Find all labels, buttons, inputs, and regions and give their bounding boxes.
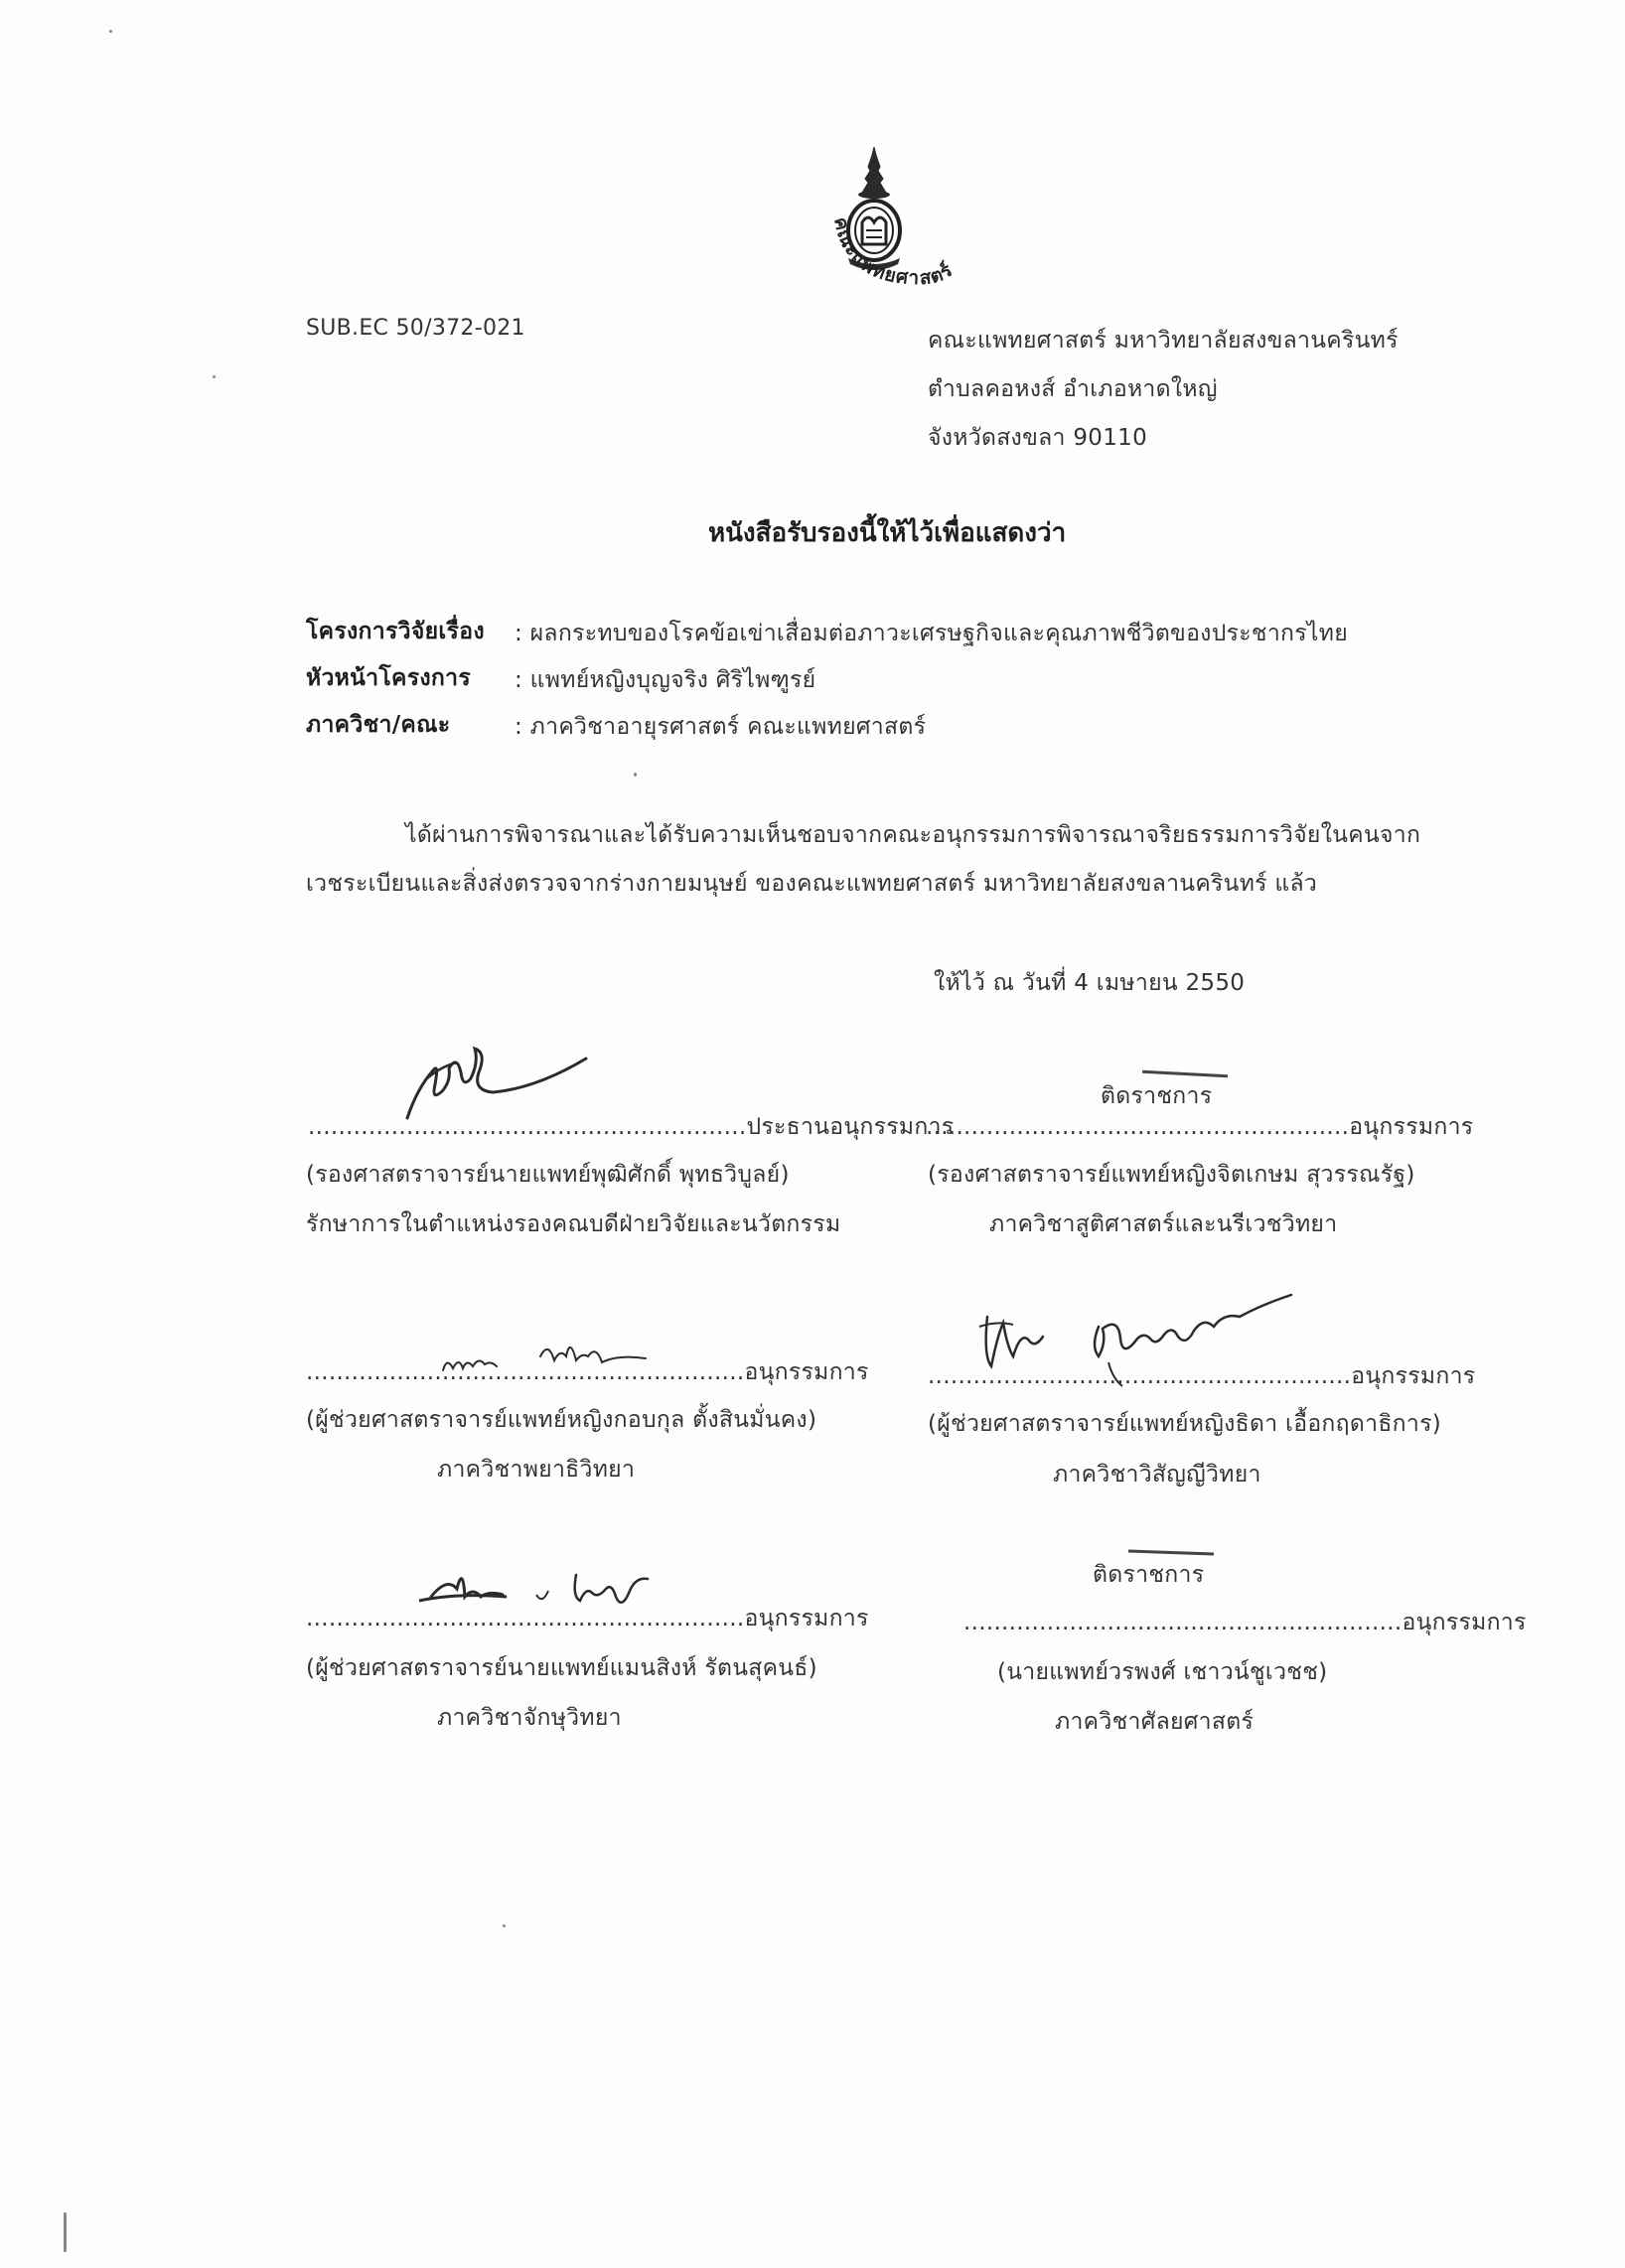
department-label: ภาควิชา/คณะ: [306, 712, 451, 738]
project-label: โครงการวิจัยเรื่อง: [306, 619, 485, 644]
signature-dots: ........................................................: [928, 1363, 1352, 1389]
signature-dots: ..........................................................: [308, 1114, 747, 1140]
document-title: หนังสือรับรองนี้ให้ไว้เพื่อแสดงว่า: [708, 518, 1067, 548]
signatory-4-role: อนุกรรมการ: [1351, 1363, 1476, 1389]
signatory-1-line: [308, 1109, 954, 1145]
absence-note-mark: [1142, 1070, 1228, 1077]
signatory-3-line: [306, 1354, 869, 1390]
signatory-2-position: ภาควิชาสูติศาสตร์และนรีเวชวิทยา: [989, 1211, 1338, 1237]
signature-dots: ..........................................................: [306, 1606, 745, 1631]
signatory-4-name: (ผู้ช่วยศาสตราจารย์แพทย์หญิงธิดา เอื้อกฤดาธิการ): [928, 1411, 1442, 1437]
signatory-5-role: อนุกรรมการ: [744, 1606, 869, 1631]
signatory-2-name: (รองศาสตราจารย์แพทย์หญิงจิตเกษม สุวรรณรัฐ): [928, 1162, 1415, 1188]
signature-dots: ..........................................................: [963, 1610, 1403, 1635]
scan-speck: [634, 773, 637, 777]
approval-text-line-2: เวชระเบียนและสิ่งส่งตรวจจากร่างกายมนุษย์ ของคณะแพทยศาสตร์ มหาวิทยาลัยสงขลานครินทร์ แล้ว: [306, 871, 1318, 897]
scan-speck: [213, 375, 216, 378]
project-leader-label: หัวหน้าโครงการ: [306, 665, 471, 691]
signatory-5-name: (ผู้ช่วยศาสตราจารย์นายแพทย์แมนสิงห์ รัตนสุคนธ์): [306, 1655, 817, 1681]
project-leader-name: : แพทย์หญิงบุญจริง ศิริไพฑูรย์: [515, 667, 816, 693]
scan-edge-mark: [64, 2212, 67, 2252]
signatory-2-role: อนุกรรมการ: [1349, 1114, 1474, 1140]
reference-number: SUB.EC 50/372-021: [306, 316, 525, 341]
absence-note-mark: [1128, 1550, 1214, 1556]
faculty-seal-icon: [828, 147, 969, 298]
signatory-6-absence-note: ติดราชการ: [1093, 1562, 1205, 1588]
signatory-2-absence-note: ติดราชการ: [1101, 1083, 1213, 1109]
signatory-6-role: อนุกรรมการ: [1402, 1610, 1527, 1635]
signatory-2-line: [926, 1109, 1473, 1145]
signatory-4-line: [928, 1358, 1475, 1394]
signature-dots: ........................................................: [926, 1114, 1350, 1140]
project-title: : ผลกระทบของโรคข้อเข่าเสื่อมต่อภาวะเศรษฐกิจและคุณภาพชีวิตของประชากรไทย: [515, 621, 1349, 646]
svg-text:คณะแพทยศาสตร์: คณะแพทยศาสตร์: [829, 214, 958, 290]
issue-date: ให้ไว้ ณ วันที่ 4 เมษายน 2550: [934, 970, 1246, 996]
signatory-6-name: (นายแพทย์วรพงศ์ เชาวน์ชูเวชช): [997, 1659, 1328, 1685]
department-name: : ภาควิชาอายุรศาสตร์ คณะแพทยศาสตร์: [515, 714, 927, 740]
scan-speck: [109, 30, 112, 33]
signatory-4-position: ภาควิชาวิสัญญีวิทยา: [1053, 1462, 1261, 1488]
signature-dots: ..........................................................: [306, 1359, 745, 1385]
signatory-5-line: [306, 1601, 869, 1636]
signatory-1-role: ประธานอนุกรรมการ: [746, 1114, 955, 1140]
scan-speck: [503, 1924, 506, 1927]
signatory-3-name: (ผู้ช่วยศาสตราจารย์แพทย์หญิงกอบกุล ตั้งสินมั่นคง): [306, 1407, 817, 1433]
signatory-6-line: [963, 1605, 1527, 1640]
address-line-3: จังหวัดสงขลา 90110: [928, 425, 1147, 451]
signatory-3-role: อนุกรรมการ: [744, 1359, 869, 1385]
signatory-1-name: (รองศาสตราจารย์นายแพทย์พุฒิศักดิ์ พุทธวิบูลย์): [306, 1162, 790, 1188]
approval-text-line-1: ได้ผ่านการพิจารณาและได้รับความเห็นชอบจากคณะอนุกรรมการพิจารณาจริยธรรมการวิจัยในคนจาก: [405, 822, 1421, 848]
address-line-1: คณะแพทยศาสตร์ มหาวิทยาลัยสงขลานครินทร์: [928, 328, 1399, 354]
address-line-2: ตำบลคอหงส์ อำเภอหาดใหญ่: [928, 376, 1218, 402]
signatory-3-position: ภาควิชาพยาธิวิทยา: [437, 1457, 636, 1483]
signatory-1-position: รักษาการในตำแหน่งรองคณบดีฝ่ายวิจัยและนวัตกรรม: [306, 1211, 841, 1237]
signatory-5-position: ภาควิชาจักษุวิทยา: [437, 1705, 622, 1731]
signatory-6-position: ภาควิชาศัลยศาสตร์: [1055, 1709, 1255, 1735]
